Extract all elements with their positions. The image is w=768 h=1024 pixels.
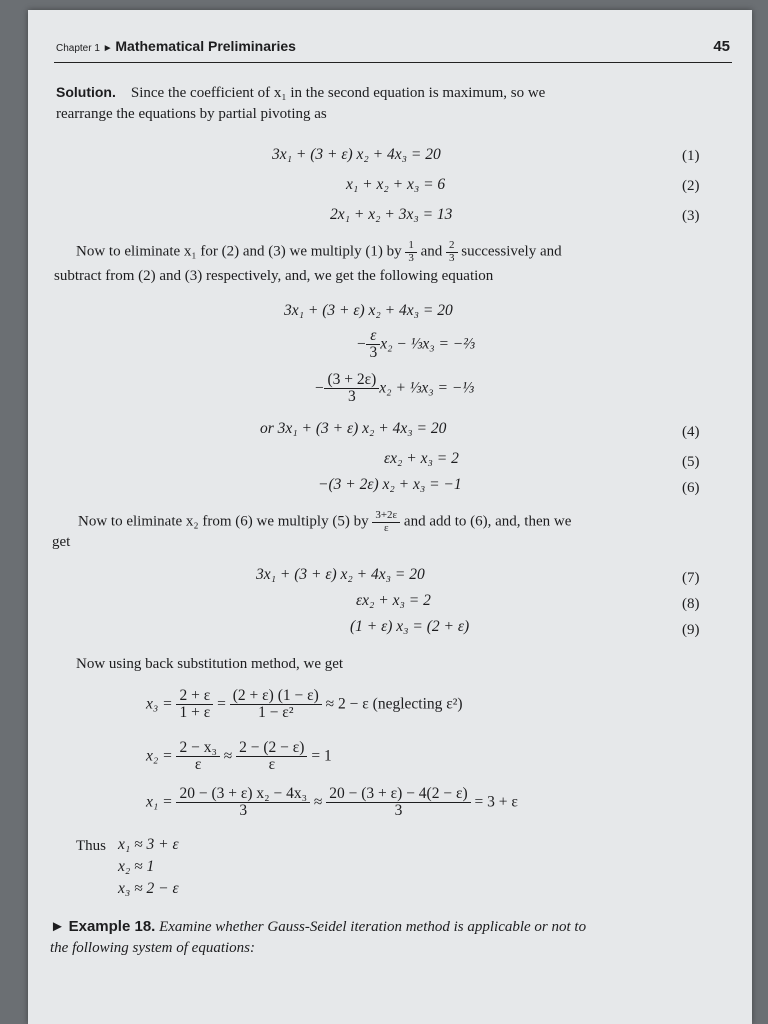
- reduced-equation-3: − $\frac{(3 + 2\varepsilon)}{3}$ x₂ + ⅓x₃ = −⅓: [314, 371, 474, 406]
- para2-text-a: Now to eliminate x₁ for (2) and (3) we multiply (1) by: [76, 243, 402, 260]
- fraction-two-thirds: $\frac{2}{3}$: [446, 240, 458, 264]
- equation-tag-9: (9): [682, 622, 700, 638]
- chapter-title: Mathematical Preliminaries: [115, 38, 296, 54]
- para3-text-a: Now to eliminate x₂ from (6) we multiply (5) by: [78, 513, 369, 530]
- equation-8: εx₂ + x₃ = 2: [356, 592, 431, 609]
- equation-6: −(3 + 2ε) x₂ + x₃ = −1: [318, 476, 462, 493]
- example-18: [50, 916, 740, 959]
- solution-paragraph: [56, 82, 736, 125]
- equation-tag-7: (7): [682, 570, 700, 586]
- example-marker-icon: ►: [50, 918, 65, 935]
- equation-tag-8: (8): [682, 596, 700, 612]
- book-page: [28, 10, 752, 1024]
- fraction-multiplier: $\frac{3+2\varepsilon}{\varepsilon}$: [372, 510, 400, 534]
- equation-7: 3x₁ + (3 + ε) x₂ + 4x₃ = 20: [256, 566, 425, 583]
- equation-9: (1 + ε) x₃ = (2 + ε): [350, 618, 470, 635]
- equation-tag-2: (2): [682, 178, 700, 194]
- final-x2: x₂ ≈ 1: [118, 858, 155, 875]
- example-line-2: the following system of equations:: [50, 940, 255, 956]
- elimination-paragraph-line-2: subtract from (2) and (3) respectively, and, we get the following equation: [54, 268, 494, 284]
- fraction-one-third: $\frac{1}{3}$: [405, 240, 417, 264]
- solution-line-2: rearrange the equations by partial pivoting as: [56, 106, 327, 122]
- para3-text-b: and add to (6), and, then we: [403, 513, 572, 530]
- solution-label: Solution.: [56, 84, 116, 100]
- example-line-1: Examine whether Gauss-Seidel iteration method is applicable or not to: [159, 919, 587, 935]
- x2-solution: x₂ = $\frac{\text{2 − x₃}}{\varepsilon}$ ≈ $\frac{2 - (2 - \varepsilon)}{\varepsilon}$ = 1: [146, 739, 332, 774]
- equation-tag-1: (1): [682, 148, 700, 164]
- second-elimination-line-2: get: [52, 534, 71, 550]
- equation-4: or 3x₁ + (3 + ε) x₂ + 4x₃ = 20: [260, 420, 447, 437]
- thus-label: Thus: [76, 838, 106, 854]
- reduced-equation-2: − $\frac{\varepsilon}{3}$ x₂ − ⅓x₃ = −⅔: [356, 327, 475, 362]
- header-rule: [54, 62, 732, 63]
- solution-line-1: Since the coefficient of x₁ in the second equation is maximum, so we: [130, 85, 546, 101]
- equation-3: 2x₁ + x₂ + 3x₃ = 13: [330, 206, 453, 223]
- equation-2: x₁ + x₂ + x₃ = 6: [346, 176, 446, 193]
- x1-solution: x₁ = $\frac{\text{20 − (3 + ε) x₂ − 4x₃}}{3}$ ≈ $\frac{20 - (3 + \varepsilon) - 4(2 - \varepsilon)}{3}$ = 3 + ε: [146, 785, 518, 820]
- equation-1: 3x₁ + (3 + ε) x₂ + 4x₃ = 20: [272, 146, 441, 163]
- second-elimination-line-1: [78, 510, 571, 534]
- elimination-paragraph-line-1: [76, 240, 562, 264]
- example-label: Example 18.: [68, 918, 156, 935]
- page-number: 45: [713, 38, 730, 55]
- equation-tag-3: (3): [682, 208, 700, 224]
- back-substitution-intro: Now using back substitution method, we get: [76, 656, 344, 672]
- para2-text-c: successively and: [461, 243, 562, 260]
- equation-tag-5: (5): [682, 454, 700, 470]
- final-x1: x₁ ≈ 3 + ε: [118, 836, 179, 853]
- equation-tag-4: (4): [682, 424, 700, 440]
- para2-text-b: and: [420, 243, 443, 260]
- header-arrow-icon: ►: [102, 43, 116, 54]
- running-header: [56, 38, 296, 54]
- equation-5: εx₂ + x₃ = 2: [384, 450, 459, 467]
- chapter-label: Chapter 1: [56, 43, 100, 54]
- final-x3: x₃ ≈ 2 − ε: [118, 880, 179, 897]
- x3-solution: x₃ = $\frac{2 + \varepsilon}{1 + \varepsilon}$ = $\frac{(2 + \varepsilon) (1 - \varepsilon)}{\text{1 − ε²}}$ ≈ 2 − ε (neglecting ε²): [146, 687, 463, 722]
- equation-tag-6: (6): [682, 480, 700, 496]
- reduced-equation-1: 3x₁ + (3 + ε) x₂ + 4x₃ = 20: [284, 302, 453, 319]
